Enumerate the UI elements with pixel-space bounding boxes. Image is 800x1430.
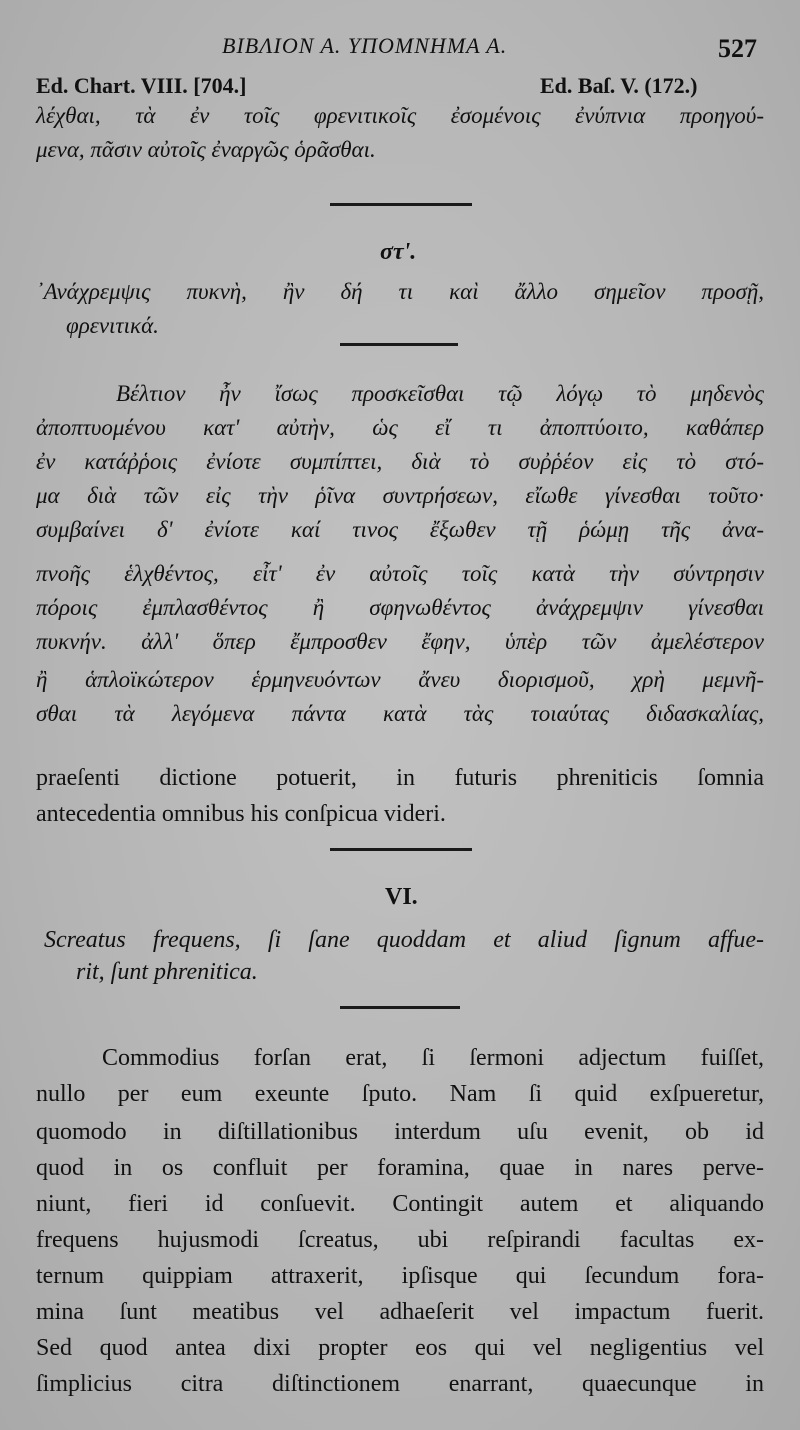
greek-commentary-line: Βέλτιον ἦν ἴσως προσκεῖσθαι τῷ λόγῳ τὸ μηδενὸς [116, 381, 764, 406]
greek-top-line-1: λέχθαι, τὰ ἐν τοῖς φρενιτικοῖς ἐσομένοις ἐνύπνια προηγού- [36, 103, 764, 128]
latin-commentary-line: mina ſunt meatibus vel adhaeſerit vel impactum fuerit. [36, 1299, 764, 1325]
latin-commentary-line: ternum quippiam attraxerit, ipſisque qui ſecundum fora- [36, 1263, 764, 1289]
divider-rule [340, 1006, 460, 1009]
latin-commentary-line: quomodo in diſtillationibus interdum uſu evenit, ob id [36, 1119, 764, 1145]
latin-top-line-1: praeſenti dictione potuerit, in futuris phreniticis ſomnia [36, 765, 764, 791]
latin-top-line-2: antecedentia omnibus his conſpicua videri. [36, 801, 446, 827]
divider-rule [340, 343, 458, 346]
latin-commentary-line: Sed quod antea dixi propter eos qui vel negligentius vel [36, 1335, 764, 1361]
greek-aphorism-line-2: φρενιτικά. [66, 313, 159, 338]
divider-rule [330, 848, 472, 851]
latin-commentary-line: nullo per eum exeunte ſputo. Nam ſi quid exſpueretur, [36, 1081, 764, 1107]
greek-commentary-line: πνοῆς ἑλχθέντος, εἶτ' ἐν αὐτοῖς τοῖς κατὰ τὴν σύντρησιν [36, 561, 764, 586]
page-number: 527 [718, 34, 757, 63]
running-title: ΒΙΒΛΙΟΝ Α. ΥΠΟΜΝΗΜΑ Α. [222, 33, 508, 58]
latin-section-number: VI. [385, 884, 418, 910]
greek-commentary-line: ἢ ἁπλοϊκώτερον ἑρμηνευόντων ἄνευ διορισμοῦ, χρὴ μεμνῆ- [36, 667, 764, 692]
greek-commentary-line: ἀποπτυομένου κατ' αὐτὴν, ὡς εἴ τι ἀποπτύοιτο, καθάπερ [36, 415, 764, 440]
latin-aphorism-line-1: Screatus frequens, ſi ſane quoddam et aliud ſignum affue- [44, 927, 764, 953]
greek-commentary-line: ἐν κατάῤῥοις ἐνίοτε συμπίπτει, διὰ τὸ συῤῥέον εἰς τὸ στό- [36, 449, 764, 474]
edition-right: Ed. Baſ. V. (172.) [540, 73, 698, 98]
greek-aphorism-line-1: ᾿Ανάχρεμψις πυκνὴ, ἢν δή τι καὶ ἄλλο σημεῖον προσῇ, [36, 279, 764, 304]
latin-commentary-line: quod in os confluit per foramina, quae in nares perve- [36, 1155, 764, 1181]
edition-left: Ed. Chart. VIII. [704.] [36, 73, 247, 98]
greek-top-line-2: μενα, πᾶσιν αὐτοῖς ἐναργῶς ὁρᾶσθαι. [36, 137, 376, 162]
greek-commentary-line: πόροις ἐμπλασθέντος ἢ σφηνωθέντος ἀνάχρεμψιν γίνεσθαι [36, 595, 764, 620]
greek-commentary-line: συμβαίνει δ' ἐνίοτε καί τινος ἔξωθεν τῇ ῥώμῃ τῆς ἀνα- [36, 517, 764, 542]
latin-commentary-line: Commodius forſan erat, ſi ſermoni adjectum fuiſſet, [102, 1045, 764, 1071]
greek-section-number: στ'. [380, 239, 417, 265]
divider-rule [330, 203, 472, 206]
greek-commentary-line: μα διὰ τῶν εἰς τὴν ῥῖνα συντρήσεων, εἴωθε γίνεσθαι τοῦτο· [36, 483, 764, 508]
greek-commentary-line: πυκνήν. ἀλλ' ὅπερ ἔμπροσθεν ἔφην, ὑπὲρ τῶν ἀμελέστερον [36, 629, 764, 654]
latin-commentary-line: ſimplicius citra diſtinctionem enarrant, quaecunque in [36, 1371, 764, 1397]
latin-commentary-line: frequens hujusmodi ſcreatus, ubi reſpirandi facultas ex- [36, 1227, 764, 1253]
greek-commentary-line: σθαι τὰ λεγόμενα πάντα κατὰ τὰς τοιαύτας διδασκαλίας, [36, 701, 764, 726]
latin-commentary-line: niunt, fieri id conſuevit. Contingit autem et aliquando [36, 1191, 764, 1217]
latin-aphorism-line-2: rit, ſunt phrenitica. [76, 959, 258, 985]
